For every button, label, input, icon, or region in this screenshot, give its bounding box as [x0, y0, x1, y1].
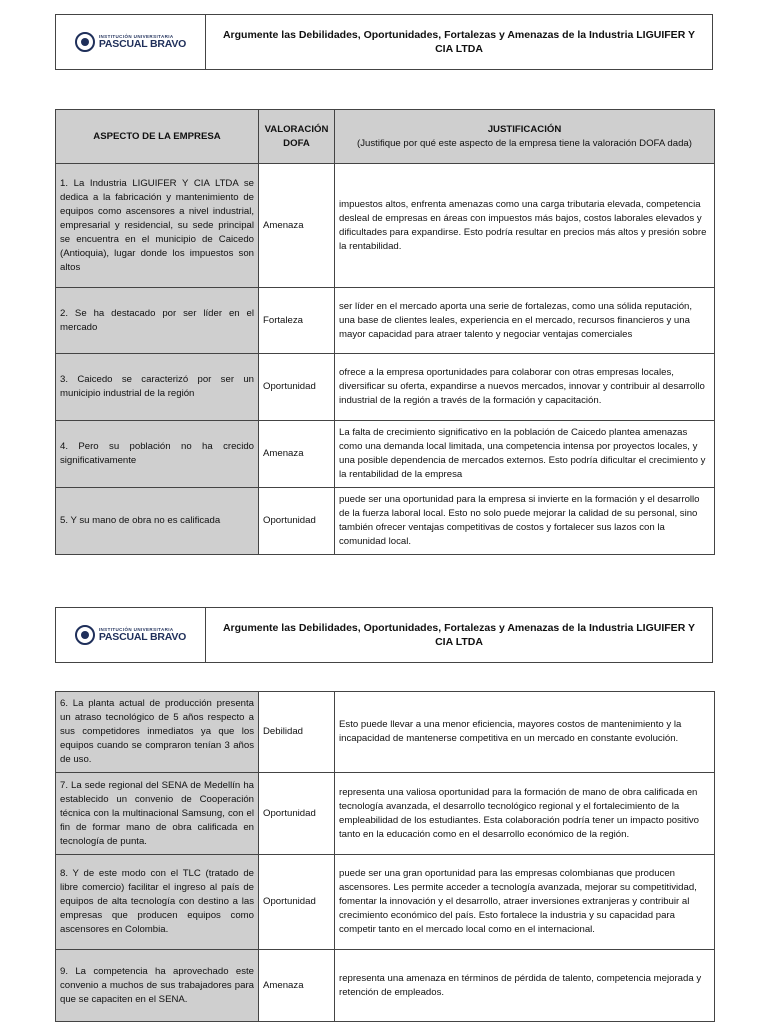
- dofa-table-1: [55, 109, 715, 555]
- aspect-cell: 6. La planta actual de producción presenta un atraso tecnológico de 5 años respecto a sus competidores inmediatos ya que los equipos cuando se compraron tenían 3 años de uso.: [56, 692, 259, 773]
- header-valuation: VALORACIÓN DOFA: [259, 110, 335, 164]
- aspect-cell: 3. Caicedo se caracterizó por ser un municipio industrial de la región: [56, 354, 259, 421]
- document-header: [55, 607, 713, 663]
- valuation-cell: Fortaleza: [259, 288, 335, 354]
- table-row: [56, 773, 715, 855]
- header-aspect: ASPECTO DE LA EMPRESA: [56, 110, 259, 164]
- justification-cell: puede ser una gran oportunidad para las empresas colombianas que producen ascensores. Les permite acceder a tecnología avanzada, mejorar su competitividad, fomentar la innovación y el desarrollo, atraer inversiones extranjeras y contribuir al crecimiento económico del país. Esto fortalece la industria y su capacidad para competir tanto en el mercado local como en el internacional.: [335, 855, 715, 950]
- valuation-cell: Amenaza: [259, 950, 335, 1022]
- table-row: [56, 421, 715, 488]
- aspect-cell: 9. La competencia ha aprovechado este convenio a muchos de sus trabajadores para que se capaciten en el SENA.: [56, 950, 259, 1022]
- table-row: [56, 855, 715, 950]
- justification-cell: ser líder en el mercado aporta una serie de fortalezas, como una sólida reputación, una base de clientes leales, experiencia en el mercado, recursos financieros y una mayor capacidad para atraer talento y negociar ventajas comerciales: [335, 288, 715, 354]
- table-row: [56, 950, 715, 1022]
- institution-logo: [56, 15, 206, 69]
- document-title: Argumente las Debilidades, Oportunidades, Fortalezas y Amenazas de la Industria LIGUIFER Y CIA LTDA: [222, 622, 696, 648]
- logo-big-text: PASCUAL BRAVO: [98, 38, 187, 50]
- table-row: [56, 488, 715, 555]
- aspect-cell: 8. Y de este modo con el TLC (tratado de libre comercio) facilitar el ingreso al país de equipos de alta tecnología con destino a las empresas que producen equipos como ascensores en Colombia.: [56, 855, 259, 950]
- header-justification-subtitle: (Justifique por qué este aspecto de la empresa tiene la valoración DOFA dada): [357, 137, 692, 149]
- header-justification-title: JUSTIFICACIÓN: [487, 123, 562, 135]
- logo-big-text: PASCUAL BRAVO: [98, 631, 187, 643]
- valuation-cell: Oportunidad: [259, 773, 335, 855]
- justification-cell: impuestos altos, enfrenta amenazas como una carga tributaria elevada, competencia desleal de empresas en áreas con impuestos más bajos, costos laborales elevados y dificultades para expandirse. Esto podría resultar en precios más altos y presión sobre la rentabilidad.: [335, 164, 715, 288]
- justification-cell: La falta de crecimiento significativo en la población de Caicedo plantea amenazas como una demanda local limitada, una competencia intensa por proyectos locales, y una posible dependencia de mercados externos. Esto podría dificultar el crecimiento y la rentabilidad de la empresa: [335, 421, 715, 488]
- justification-cell: representa una amenaza en términos de pérdida de talento, competencia mejorada y retención de empleados.: [335, 950, 715, 1022]
- seal-icon: [75, 625, 95, 645]
- logo-small-text: INSTITUCIÓN UNIVERSITARIA: [98, 626, 174, 632]
- aspect-cell: 4. Pero su población no ha crecido significativamente: [56, 421, 259, 488]
- aspect-cell: 2. Se ha destacado por ser líder en el mercado: [56, 288, 259, 354]
- document-title: Argumente las Debilidades, Oportunidades, Fortalezas y Amenazas de la Industria LIGUIFER Y CIA LTDA: [222, 29, 696, 55]
- valuation-cell: Oportunidad: [259, 354, 335, 421]
- header-justification: [335, 110, 715, 164]
- institution-logo: [56, 608, 206, 662]
- seal-icon: [75, 32, 95, 52]
- aspect-cell: 7. La sede regional del SENA de Medellín ha establecido un convenio de Cooperación técnica con la multinacional Samsung, con el fin de formar mano de obra calificada en tecnología de punta.: [56, 773, 259, 855]
- dofa-table-2: [55, 691, 715, 1022]
- valuation-cell: Debilidad: [259, 692, 335, 773]
- table-row: [56, 354, 715, 421]
- aspect-cell: 5. Y su mano de obra no es calificada: [56, 488, 259, 555]
- table-row: [56, 288, 715, 354]
- justification-cell: ofrece a la empresa oportunidades para colaborar con otras empresas locales, diversificar su oferta, expandirse a nuevos mercados, innovar y contribuir al desarrollo industrial de la región a través de la formación y capacitación.: [335, 354, 715, 421]
- valuation-cell: Oportunidad: [259, 488, 335, 555]
- table-row: [56, 164, 715, 288]
- table-header-row: [56, 110, 715, 164]
- table-row: [56, 692, 715, 773]
- valuation-cell: Amenaza: [259, 164, 335, 288]
- document-header: [55, 14, 713, 70]
- justification-cell: puede ser una oportunidad para la empresa si invierte en la formación y el desarrollo de la fuerza laboral local. Esto no solo puede mejorar la calidad de su personal, sino también ofrecer ventajas competitivas de costos y fortalecer sus lazos con la comunidad local.: [335, 488, 715, 555]
- valuation-cell: Oportunidad: [259, 855, 335, 950]
- aspect-cell: 1. La Industria LIGUIFER Y CIA LTDA se dedica a la fabricación y mantenimiento de equipos como ascensores a nivel industrial, empresarial y residencial, su sede principal se encuentra en el municipio de Caicedo (Antioquia), lugar donde los impuestos son altos: [56, 164, 259, 288]
- justification-cell: Esto puede llevar a una menor eficiencia, mayores costos de mantenimiento y la incapacidad de mantenerse competitiva en un mercado en constante evolución.: [335, 692, 715, 773]
- justification-cell: representa una valiosa oportunidad para la formación de mano de obra calificada en tecnología avanzada, el desarrollo tecnológico regional y el fortalecimiento de la empleabilidad de los estudiantes. Esta colaboración podría tener un impacto positivo tanto en la educación como en el desarrollo económico de la región.: [335, 773, 715, 855]
- valuation-cell: Amenaza: [259, 421, 335, 488]
- logo-small-text: INSTITUCIÓN UNIVERSITARIA: [98, 33, 174, 39]
